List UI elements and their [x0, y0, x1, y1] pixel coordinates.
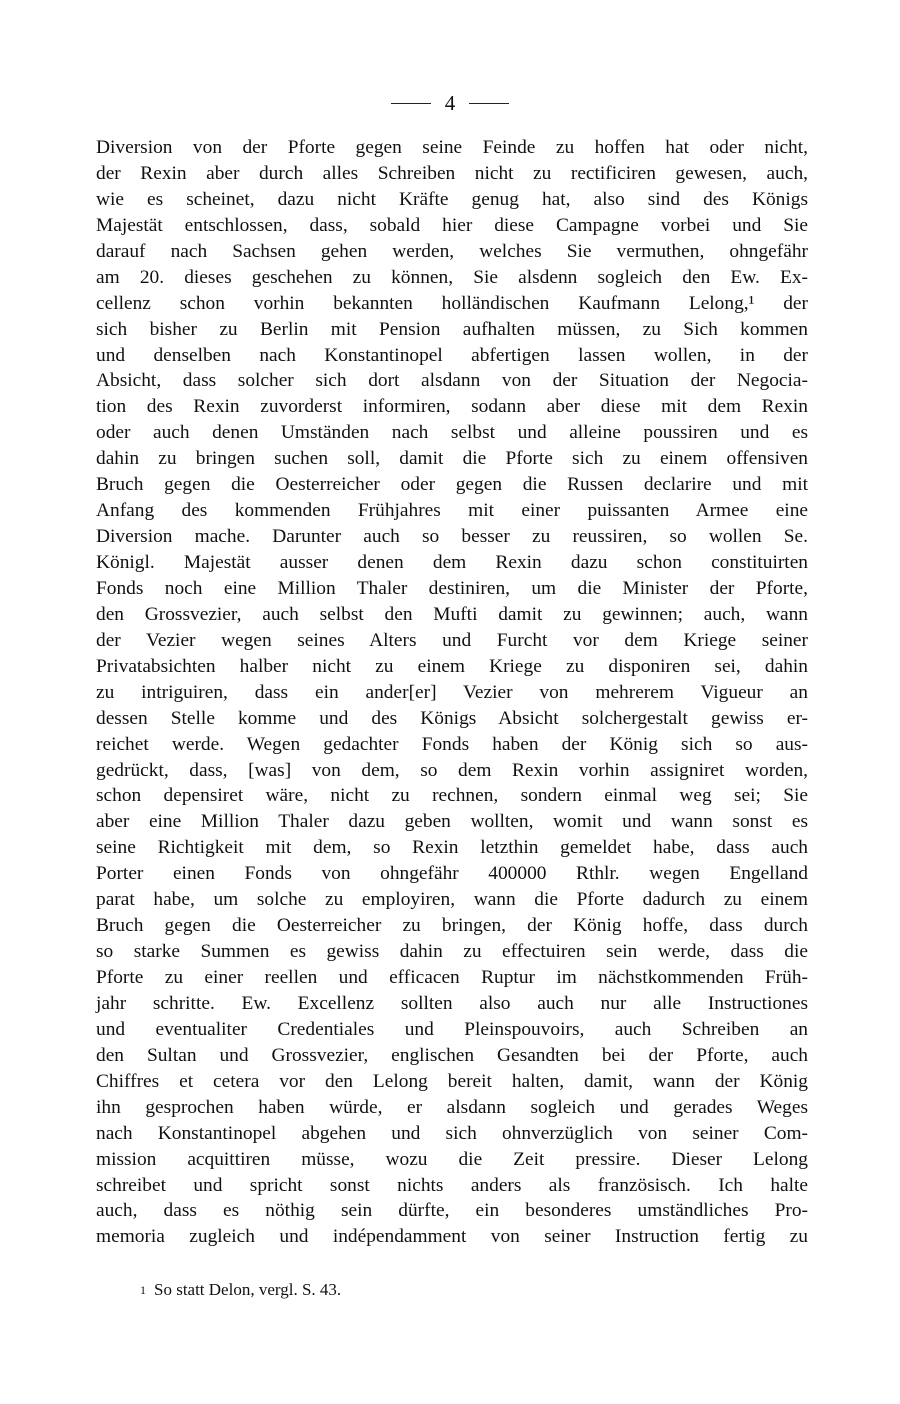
header-dash-right — [469, 103, 509, 104]
text-line: ihn gesprochen haben würde, er alsdann sogleich und gerades Weges — [96, 1096, 808, 1118]
footnote-text: So statt Delon, vergl. S. 43. — [154, 1280, 342, 1299]
text-line: Bruch gegen die Oesterreicher zu bringen, der König hoffe, dass durch — [96, 915, 808, 937]
text-line: Diversion von der Pforte gegen seine Feinde zu hoffen hat oder nicht, — [96, 137, 808, 158]
text-line: schon depensiret wäre, nicht zu rechnen, sondern einmal weg sei; Sie — [96, 785, 808, 807]
text-line: auch, dass es nöthig sein dürfte, ein besonderes umständliches Pro- — [96, 1200, 808, 1222]
text-line: sich bisher zu Berlin mit Pension aufhalten müssen, zu Sich kommen — [96, 318, 808, 340]
text-line: den Grossvezier, auch selbst den Mufti damit zu gewinnen; auch, wann — [96, 603, 808, 625]
text-line: oder auch denen Umständen nach selbst und alleine poussiren und es — [96, 422, 808, 444]
text-line: aber eine Million Thaler dazu geben wollten, womit und wann sonst es — [96, 811, 808, 833]
text-line: Bruch gegen die Oesterreicher oder gegen die Russen declarire und mit — [96, 474, 808, 496]
text-line: Fonds noch eine Million Thaler destiniren, um die Minister der Pforte, — [96, 577, 808, 599]
text-line: cellenz schon vorhin bekannten holländischen Kaufmann Lelong,¹ der — [96, 292, 808, 314]
text-line: jahr schritte. Ew. Excellenz sollten also auch nur alle Instructiones — [96, 992, 808, 1014]
text-line: Absicht, dass solcher sich dort alsdann von der Situation der Negocia- — [96, 370, 808, 392]
text-line: schreibet und spricht sonst nichts anders als französisch. Ich halte — [96, 1174, 808, 1196]
text-line: den Sultan und Grossvezier, englischen Gesandten bei der Pforte, auch — [96, 1044, 808, 1066]
text-line: zu intriguiren, dass ein ander[er] Vezier von mehrerem Vigueur an — [96, 681, 808, 703]
text-line: Porter einen Fonds von ohngefähr 400000 Rthlr. wegen Engelland — [96, 863, 808, 885]
footnote-marker: 1 — [140, 1283, 146, 1297]
page-header — [0, 88, 900, 118]
text-line: am 20. dieses geschehen zu können, Sie alsdenn sogleich den Ew. Ex- — [96, 266, 808, 288]
text-line: der Rexin aber durch alles Schreiben nicht zu rectificiren gewesen, auch, — [96, 162, 808, 184]
text-line: Chiffres et cetera vor den Lelong bereit halten, damit, wann der König — [96, 1070, 808, 1092]
footnote — [140, 1280, 341, 1300]
text-line: darauf nach Sachsen gehen werden, welches Sie vermuthen, ohngefähr — [96, 240, 808, 262]
text-line: Diversion mache. Darunter auch so besser zu reussiren, so wollen Se. — [96, 526, 808, 548]
text-line: wie es scheinet, dazu nicht Kräfte genug hat, also sind des Königs — [96, 188, 808, 210]
text-line: Majestät entschlossen, dass, sobald hier diese Campagne vorbei und Sie — [96, 214, 808, 236]
text-line: reichet werde. Wegen gedachter Fonds haben der König sich so aus- — [96, 733, 808, 755]
text-line: und denselben nach Konstantinopel abfertigen lassen wollen, in der — [96, 344, 808, 366]
text-line: nach Konstantinopel abgehen und sich ohnverzüglich von seiner Com- — [96, 1122, 808, 1144]
text-line: mission acquittiren müsse, wozu die Zeit pressire. Dieser Lelong — [96, 1148, 808, 1170]
text-line: so starke Summen es gewiss dahin zu effectuiren sein werde, dass die — [96, 941, 808, 963]
page-number: 4 — [444, 90, 456, 115]
text-line: tion des Rexin zuvorderst informiren, sodann aber diese mit dem Rexin — [96, 396, 808, 418]
text-line: und eventualiter Credentiales und Pleinspouvoirs, auch Schreiben an — [96, 1018, 808, 1040]
header-dash-left — [391, 103, 431, 104]
text-line: der Vezier wegen seines Alters und Furcht vor dem Kriege seiner — [96, 629, 808, 651]
text-line: memoria zugleich und indépendamment von seiner Instruction fertig zu — [96, 1226, 808, 1248]
text-line: Anfang des kommenden Frühjahres mit einer puissanten Armee eine — [96, 500, 808, 522]
body-text — [96, 135, 808, 1250]
text-line: parat habe, um solche zu employiren, wann die Pforte dadurch zu einem — [96, 889, 808, 911]
text-line: dessen Stelle komme und des Königs Absicht solchergestalt gewiss er- — [96, 707, 808, 729]
text-line: Privatabsichten halber nicht zu einem Kriege zu disponiren sei, dahin — [96, 655, 808, 677]
text-line: seine Richtigkeit mit dem, so Rexin letzthin gemeldet habe, dass auch — [96, 837, 808, 859]
text-line: Königl. Majestät ausser denen dem Rexin dazu schon constituirten — [96, 552, 808, 573]
text-line: gedrückt, dass, [was] von dem, so dem Rexin vorhin assigniret worden, — [96, 759, 808, 781]
text-line: dahin zu bringen suchen soll, damit die Pforte sich zu einem offensiven — [96, 448, 808, 470]
text-line: Pforte zu einer reellen und efficacen Ruptur im nächstkommenden Früh- — [96, 967, 808, 988]
